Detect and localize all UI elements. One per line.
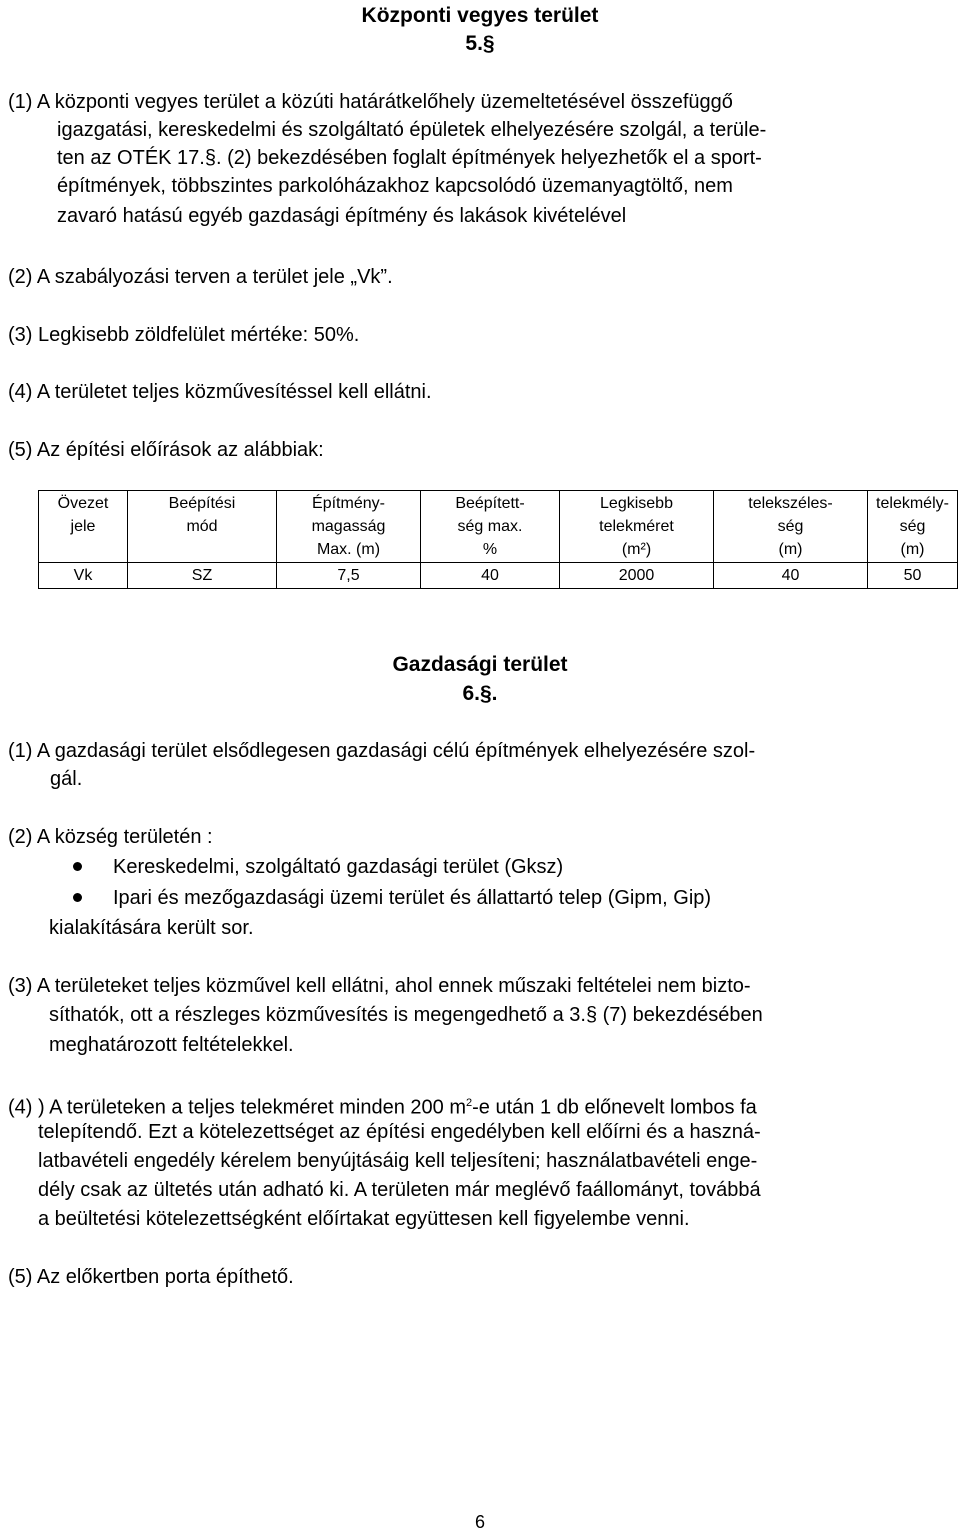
s6-p4-line: dély csak az ültetés után adható ki. A területen már meglévő faállományt, továbbá [38, 1179, 761, 1201]
section6-number: 6.§. [462, 682, 498, 705]
list-item: Ipari és mezőgazdasági üzemi terület és állattartó telep (Gipm, Gip) [113, 887, 712, 909]
s6-p4-line: (4) ) A területeken a teljes telekméret minden 200 $m^2-e$ után 1 db előnevelt lombos fa [8, 1096, 757, 1119]
table-cell: 40 [714, 563, 868, 589]
header-build-mode: Beépítési mód [128, 491, 277, 563]
bullet-icon [73, 893, 82, 902]
page-number: 6 [474, 1512, 485, 1532]
s6-p1-line: (1) A gazdasági terület elsődlegesen gazdasági célú építmények elhelyezésére szol- [8, 740, 756, 762]
s6-p3-line: meghatározott feltételekkel. [49, 1034, 294, 1056]
header-coverage: Beépített- ség max. % [421, 491, 560, 563]
header-zone: Övezet jele [39, 491, 128, 563]
table-cell: SZ [128, 563, 277, 589]
header-min-plot: Legkisebb telekméret (m²) [560, 491, 714, 563]
list-item: Kereskedelmi, szolgáltató gazdasági terület (Gksz) [113, 856, 564, 878]
section5-number: 5.§ [465, 32, 495, 55]
s5-p4: (4) A területet teljes közművesítéssel kell ellátni. [8, 381, 432, 403]
s6-p4-line: a beültetési kötelezettségként előírtakat együttesen kell figyelembe venni. [38, 1208, 690, 1230]
table-row [39, 563, 958, 589]
header-plot-depth: telekmély- ség (m) [868, 491, 958, 563]
s5-p1-line: (1) A központi vegyes terület a közúti határátkelőhely üzemeltetésével összefüggő [8, 91, 733, 113]
s6-p5: (5) Az előkertben porta építhető. [8, 1266, 294, 1288]
header-height: Építmény- magasság Max. (m) [277, 491, 421, 563]
table-header-row [39, 491, 958, 563]
table-cell: Vk [39, 563, 128, 589]
s6-p2-intro: (2) A község területén : [8, 826, 213, 848]
s6-p4-line: latbavételi engedély kérelem benyújtásáig kell teljesíteni; használatbavételi enge- [38, 1150, 758, 1172]
header-plot-width: telekszéles- ség (m) [714, 491, 868, 563]
table-cell: 50 [868, 563, 958, 589]
table-cell: 2000 [560, 563, 714, 589]
table-cell: 7,5 [277, 563, 421, 589]
table-cell: 40 [421, 563, 560, 589]
section5-title: Központi vegyes terület [361, 4, 599, 27]
s5-p1-line: építmények, többszintes parkolóházakhoz kapcsolódó üzemanyagtöltő, nem [57, 175, 733, 197]
s6-p2-outro: kialakítására került sor. [49, 917, 254, 939]
s5-p1-line: zavaró hatású egyéb gazdasági építmény és lakások kivételével [57, 205, 627, 227]
building-rules-table [38, 490, 958, 589]
s6-p3-line: (3) A területeket teljes közművel kell ellátni, ahol ennek műszaki feltételei nem bizto- [8, 975, 751, 997]
s5-p2: (2) A szabályozási terven a terület jele „Vk”. [8, 266, 393, 288]
s5-p3: (3) Legkisebb zöldfelület mértéke: 50%. [8, 324, 360, 346]
s5-p1-line: ten az OTÉK 17.§. (2) bekezdésében foglalt építmények helyezhetők el a sport- [57, 147, 762, 169]
section6-title: Gazdasági terület [392, 653, 568, 676]
s5-p5: (5) Az építési előírások az alábbiak: [8, 439, 324, 461]
s6-p1-line: gál. [50, 768, 83, 790]
s6-p4-line: telepítendő. Ezt a kötelezettséget az építési engedélyben kell előírni és a haszná- [38, 1121, 761, 1143]
bullet-icon [73, 862, 82, 871]
s6-p3-line: síthatók, ott a részleges közművesítés is megengedhető a 3.§ (7) bekezdésében [49, 1004, 763, 1026]
s5-p1-line: igazgatási, kereskedelmi és szolgáltató épületek elhelyezésére szolgál, a terüle- [57, 119, 767, 141]
